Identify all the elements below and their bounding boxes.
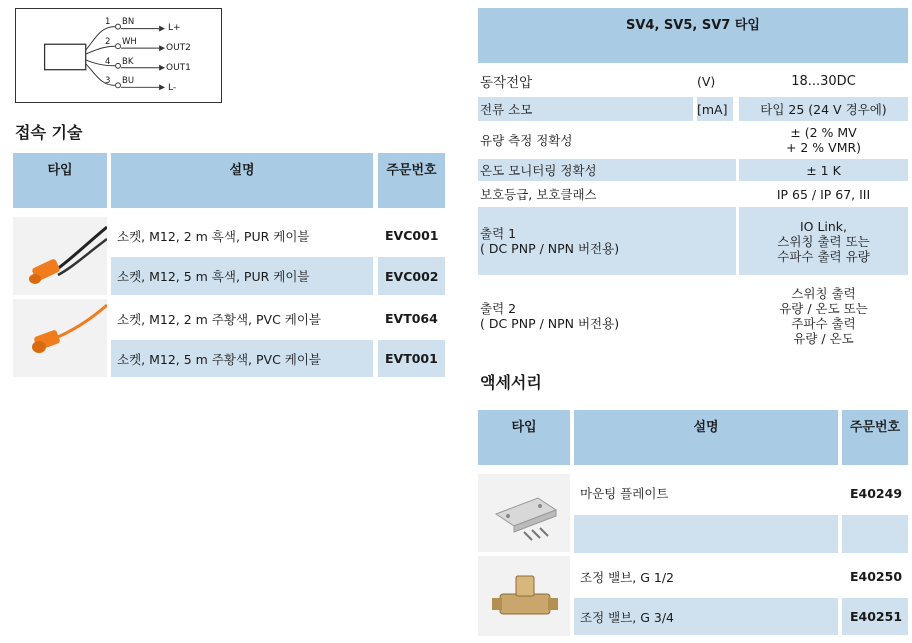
spec-value: IP 65 / IP 67, III <box>776 186 871 202</box>
acc-code: E40250 <box>850 569 903 584</box>
acc-desc <box>574 515 838 553</box>
pin-signal: L+ <box>168 23 181 33</box>
col-header-order: 주문번호 <box>378 153 445 208</box>
connection-code: EVC002 <box>378 257 445 295</box>
pin-color: BU <box>122 76 135 86</box>
pin-color: BK <box>122 57 134 67</box>
spec-label: 동작전압 <box>480 75 533 91</box>
connection-desc: 소켓, M12, 5 m 주황색, PVC 케이블 <box>111 340 373 377</box>
spec-label: 유량 측정 정확성 <box>480 133 573 148</box>
cable-black-image <box>13 217 107 295</box>
connection-desc: 소켓, M12, 2 m 흑색, PUR 케이블 <box>117 228 310 244</box>
spec-label: 출력 2 ( DC PNP / NPN 버전용) <box>480 301 620 331</box>
connection-code: EVT001 <box>378 340 445 377</box>
connection-title: 접속 기술 <box>15 123 83 142</box>
spec-label: 출력 1 ( DC PNP / NPN 버전용) <box>478 207 736 275</box>
pin-signal: OUT1 <box>166 63 191 73</box>
acc-header-order: 주문번호 <box>842 410 908 465</box>
accessories-title: 액세서리 <box>480 373 542 392</box>
acc-desc: 조정 밸브, G 3/4 <box>574 598 838 635</box>
mounting-plate-image <box>478 474 570 552</box>
spec-value: ± (2 % MV + 2 % VMR) <box>785 125 862 155</box>
spec-value: 타입 25 (24 V 경우에) <box>739 97 908 121</box>
acc-code: E40251 <box>842 598 908 635</box>
acc-code: E40249 <box>850 485 903 501</box>
spec-value: 스위칭 출력 유량 / 온도 또는 주파수 출력 유량 / 온도 <box>779 286 868 346</box>
spec-value: ± 1 K <box>739 159 908 181</box>
spec-unit: (V) <box>697 73 716 89</box>
pin-color: WH <box>122 37 137 47</box>
col-header-type: 타입 <box>13 153 107 208</box>
cable-orange-image <box>13 299 107 377</box>
acc-header-type: 타입 <box>478 410 570 465</box>
valve-image <box>478 556 570 636</box>
pin-signal: L- <box>168 83 177 93</box>
spec-label: 보호등급, 보호클래스 <box>480 187 597 202</box>
pin-num: 4 <box>105 57 111 67</box>
wiring-diagram <box>15 8 222 103</box>
acc-desc: 조정 밸브, G 1/2 <box>580 569 674 585</box>
pin-signal: OUT2 <box>166 43 191 53</box>
spec-value: 18...30DC <box>791 73 856 89</box>
spec-unit: [mA] <box>697 97 733 121</box>
col-header-desc: 설명 <box>111 153 373 208</box>
connection-code: EVC001 <box>385 228 439 243</box>
specs-header: SV4, SV5, SV7 타입 <box>478 8 908 63</box>
connection-desc: 소켓, M12, 2 m 주황색, PVC 케이블 <box>117 311 321 327</box>
acc-code <box>842 515 908 553</box>
spec-value: IO Link, 스위칭 출력 또는 수파수 출력 유량 <box>739 207 908 275</box>
spec-label: 온도 모니터링 정확성 <box>478 159 736 181</box>
pin-num: 2 <box>105 37 111 47</box>
acc-desc: 마운팅 플레이트 <box>580 486 669 501</box>
spec-label: 전류 소모 <box>478 97 693 121</box>
connection-desc: 소켓, M12, 5 m 흑색, PUR 케이블 <box>111 257 373 295</box>
wiring-schematic <box>16 9 221 102</box>
pin-num: 1 <box>105 17 111 27</box>
connection-code: EVT064 <box>385 311 438 326</box>
acc-header-desc: 설명 <box>574 410 838 465</box>
pin-color: BN <box>122 17 135 27</box>
pin-num: 3 <box>105 76 111 86</box>
